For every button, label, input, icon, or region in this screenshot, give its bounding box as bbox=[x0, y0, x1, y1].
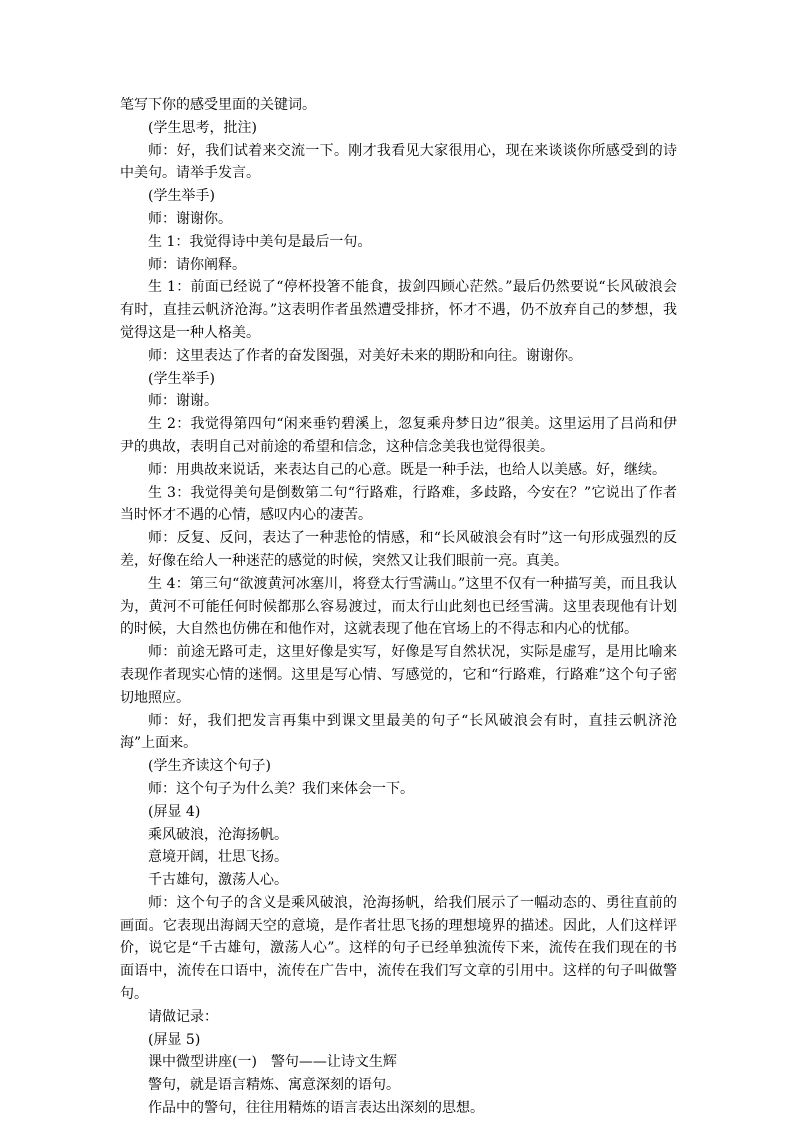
paragraph: (屏显 5) bbox=[148, 1031, 201, 1048]
paragraph: 师：这个句子的含义是乘风破浪，沧海扬帆，给我们展示了一幅动态的、勇往直前的画面。它表现出海阔天空的意境，是作者壮思飞扬的理想境界的描述。因此，人们这样评价，说它是“千古雄句，激荡人心”。这样的句子已经单独流传下来，流传在我们现在的书面语中，流传在口语中，流传在广告中，流传在我们写文章的引用中。这样的句子叫做警句。 bbox=[120, 894, 677, 1003]
paragraph: 生 1：我觉得诗中美句是最后一句。 bbox=[148, 233, 372, 250]
paragraph: 请做记录： bbox=[148, 1008, 218, 1025]
paragraph: 生 3：我觉得美句是倒数第二句“行路难，行路难，多歧路，今安在？”它说出了作者当时怀才不遇的心情，感叹内心的凄苦。 bbox=[120, 484, 677, 524]
paragraph: 师：前途无路可走，这里好像是实写，好像是写自然状况，实际是虚写，是用比喻来表现作者现实心情的迷惘。这里是写心情、写感觉的，它和“行路难，行路难”这个句子密切地照应。 bbox=[120, 644, 677, 706]
paragraph: 师：这个句子为什么美？我们来体会一下。 bbox=[148, 780, 414, 797]
document-page bbox=[120, 94, 677, 1120]
paragraph: 师：谢谢你。 bbox=[148, 210, 232, 227]
paragraph: 师：请你阐释。 bbox=[148, 256, 246, 273]
paragraph: 师：用典故来说话，来表达自己的心意。既是一种手法，也给人以美感。好，继续。 bbox=[148, 461, 666, 478]
paragraph: 生 1：前面已经说了“停杯投箸不能食，拔剑四顾心茫然。”最后仍然要说“长风破浪会有时，直挂云帆济沧海。”这表明作者虽然遭受排挤，怀才不遇，仍不放弃自己的梦想，我觉得这是一种人格美。 bbox=[120, 279, 677, 341]
paragraph: 意境开阔，壮思飞扬。 bbox=[148, 849, 288, 866]
paragraph: 课中微型讲座(一) 警句——让诗文生辉 bbox=[148, 1054, 397, 1071]
paragraph: (屏显 4) bbox=[148, 803, 201, 820]
paragraph: (学生思考，批注) bbox=[148, 119, 257, 136]
paragraph: 师：好，我们试着来交流一下。刚才我看见大家很用心，现在来谈谈你所感受到的诗中美句。请举手发言。 bbox=[120, 142, 677, 182]
paragraph: 作品中的警句，往往用精炼的语言表达出深刻的思想。 bbox=[148, 1100, 484, 1117]
paragraph: 生 2：我觉得第四句“闲来垂钓碧溪上，忽复乘舟梦日边”很美。这里运用了吕尚和伊尹的典故，表明自己对前途的希望和信念，这种信念美我也觉得很美。 bbox=[120, 416, 677, 455]
paragraph: 警句，就是语言精炼、寓意深刻的语句。 bbox=[148, 1077, 400, 1094]
paragraph: (学生举手) bbox=[148, 188, 215, 205]
paragraph: 笔写下你的感受里面的关键词。 bbox=[120, 97, 316, 113]
paragraph: 生 4：第三句“欲渡黄河冰塞川，将登太行雪满山。”这里不仅有一种描写美，而且我认为，黄河不可能任何时候都那么容易渡过，而太行山此刻也已经雪满。这里表现他有计划的时候，大自然也仿佛在和他作对，这就表现了他在官场上的不得志和内心的忧郁。 bbox=[120, 575, 677, 638]
paragraph: 师：反复、反问，表达了一种悲怆的情感，和“长风破浪会有时”这一句形成强烈的反差，好像在给人一种迷茫的感觉的时候，突然又让我们眼前一亮。真美。 bbox=[120, 530, 677, 569]
paragraph: 师：谢谢。 bbox=[148, 393, 218, 410]
paragraph: 师：好，我们把发言再集中到课文里最美的句子“长风破浪会有时，直挂云帆济沧海”上面来。 bbox=[120, 712, 677, 752]
paragraph: 千古雄句，激荡人心。 bbox=[148, 872, 288, 889]
paragraph: (学生齐读这个句子) bbox=[148, 758, 271, 775]
paragraph: (学生举手) bbox=[148, 370, 215, 387]
paragraph: 师：这里表达了作者的奋发图强，对美好未来的期盼和向往。谢谢你。 bbox=[148, 347, 582, 364]
paragraph: 乘风破浪，沧海扬帆。 bbox=[148, 826, 288, 843]
